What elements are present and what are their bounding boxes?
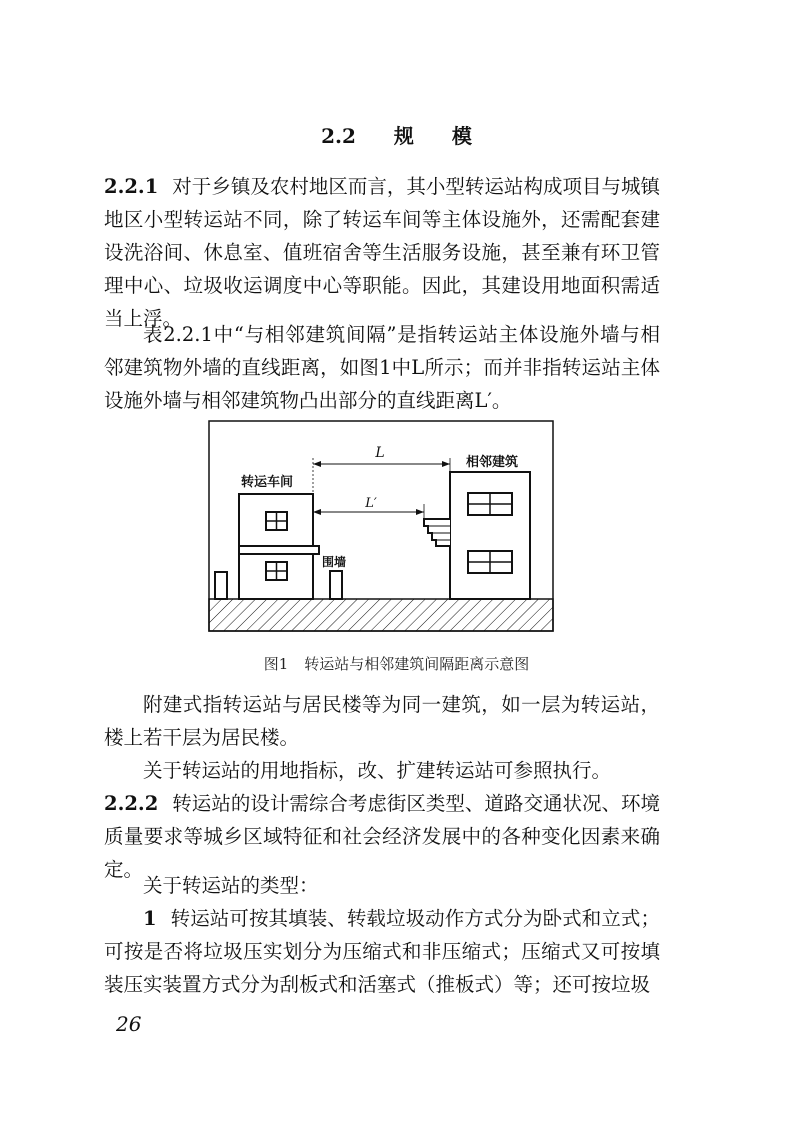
window-icon [266,512,287,530]
distance-L-dimension [313,458,450,494]
clause-number: 2.2.2 [104,792,159,815]
paragraph-types-intro: 关于转运站的类型： [143,874,319,897]
figure-caption [0,653,793,674]
ground-hatch [209,599,553,631]
paragraph-text: 转运站的设计需综合考虑街区类型、道路交通状况、环境质量要求等城乡区域特征和社会经济发展中的各种变化因素来确定。 [104,792,660,881]
paragraph-2-2-1 [104,170,660,335]
label-station: 转运车间 [241,475,294,490]
window-icon [266,562,287,580]
section-number: 2.2 [321,124,356,148]
section-heading [0,120,793,149]
item-number: 1 [143,907,157,930]
left-gate [215,572,227,599]
clause-number: 2.2.1 [104,175,159,198]
figure-caption-text: 转运站与相邻建筑间隔距离示意图 [304,655,530,673]
label-wall: 围墙 [322,555,347,569]
window-icon [468,551,512,573]
section-title-char-2: 模 [451,124,472,148]
label-L: L [375,445,385,461]
figure-label: 图1 [263,655,289,673]
paragraph-type-1 [104,902,660,1001]
station-canopy [239,546,319,554]
neighbor-building [450,472,530,599]
spacing-diagram [208,420,554,632]
label-Lprime: L′ [365,496,377,511]
label-neighbor: 相邻建筑 [466,455,519,470]
paragraph-table-note: 表2.2.1中“与相邻建筑间隔”是指转运站主体设施外墙与相邻建筑物外墙的直线距离，如图1中L所示；而并非指转运站主体设施外墙与相邻建筑物凸出部分的直线距离L′。 [104,323,660,412]
stair-projection [424,519,450,546]
paragraph-attached: 附建式指转运站与居民楼等为同一建筑，如一层为转运站，楼上若干层为居民楼。 [104,693,660,749]
page-number: 26 [116,1012,142,1036]
paragraph-land-index: 关于转运站的用地指标，改、扩建转运站可参照执行。 [143,759,612,782]
wall-gate [330,571,342,599]
window-icon [468,493,512,515]
paragraph-text: 转运站可按其填装、转载垃圾动作方式分为卧式和立式；可按是否将垃圾压实划分为压缩式和非压缩式；压缩式又可按填装压实装置方式分为刮板式和活塞式（推板式）等；还可按垃圾 [104,907,660,996]
paragraph-text: 对于乡镇及农村地区而言，其小型转运站构成项目与城镇地区小型转运站不同，除了转运车间等主体设施外，还需配套建设洗浴间、休息室、值班宿舍等生活服务设施，甚至兼有环卫管理中心、垃圾收运调度中心等职能。因此，其建设用地面积需适当上浮。 [104,175,660,330]
section-title-char-1: 规 [393,124,414,148]
